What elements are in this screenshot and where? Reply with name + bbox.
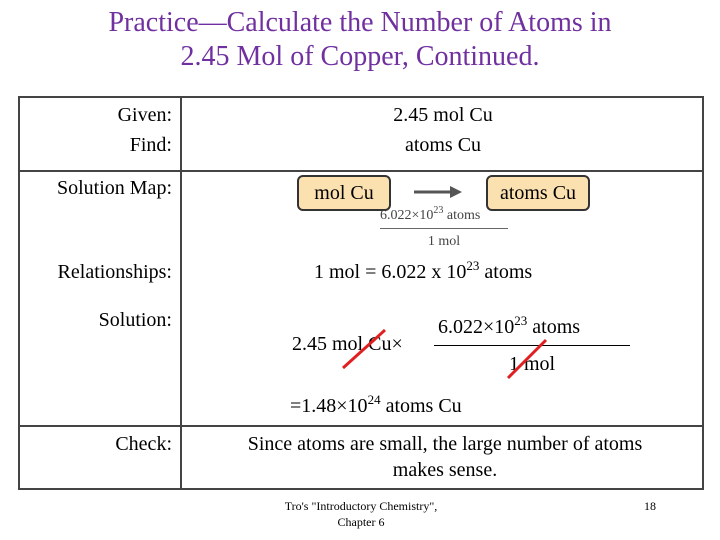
factor-unit: atoms — [446, 208, 481, 223]
find-label: Find: — [129, 134, 172, 156]
footer-source — [250, 498, 472, 530]
relationship-text: 1 mol = 6.022 x 10 — [314, 261, 467, 283]
to-unit-box: atoms Cu — [486, 175, 590, 211]
solution-result — [290, 394, 462, 418]
solution-num-times: ×10 — [483, 316, 515, 338]
cancel-line-mol-given — [343, 330, 385, 368]
solution-map-label: Solution Map: — [56, 177, 172, 199]
factor-times-ten: ×10 — [411, 208, 434, 223]
solution-result-unit: atoms Cu — [385, 395, 462, 417]
solution-result-times: ×10 — [336, 395, 368, 417]
check-line-2: makes sense. — [392, 459, 498, 481]
relationship-unit: atoms — [484, 261, 533, 283]
solution-num-exponent: 23 — [514, 313, 528, 328]
solution-num-coeff: 6.022 — [438, 316, 483, 338]
check-label: Check: — [115, 433, 172, 455]
page-number: 18 — [644, 499, 656, 513]
footer-source-line-1: Tro's "Introductory Chemistry", — [284, 499, 438, 513]
solution-equals: = — [290, 395, 302, 417]
cancel-line-mol-factor — [508, 340, 546, 378]
given-label: Given: — [117, 104, 172, 126]
relationships-label: Relationships: — [57, 261, 172, 283]
relationship-exponent: 23 — [466, 258, 480, 273]
title-line-2: 2.45 Mol of Copper, Continued. — [180, 41, 540, 72]
solution-denominator: 1 mol — [508, 353, 556, 375]
solution-result-exponent: 24 — [367, 392, 381, 407]
find-value: atoms Cu — [404, 134, 482, 156]
factor-coefficient: 6.022 — [380, 208, 412, 223]
given-value: 2.45 mol Cu — [393, 104, 493, 126]
from-unit-box: mol Cu — [297, 175, 391, 211]
solution-label: Solution: — [98, 309, 172, 331]
solution-result-coeff: 1.48 — [301, 395, 337, 417]
factor-exponent: 23 — [433, 205, 444, 216]
solution-given-value: 2.45 — [292, 333, 327, 355]
solution-times: × — [391, 333, 403, 355]
solution-num-unit: atoms — [532, 316, 581, 338]
title-line-1: Practice—Calculate the Number of Atoms in — [108, 7, 612, 38]
conversion-factor-denominator: 1 mol — [427, 234, 461, 249]
solution-given-unit: mol Cu — [332, 333, 392, 355]
footer-source-line-2: Chapter 6 — [337, 515, 385, 529]
check-line-1: Since atoms are small, the large number of atoms — [247, 433, 643, 455]
